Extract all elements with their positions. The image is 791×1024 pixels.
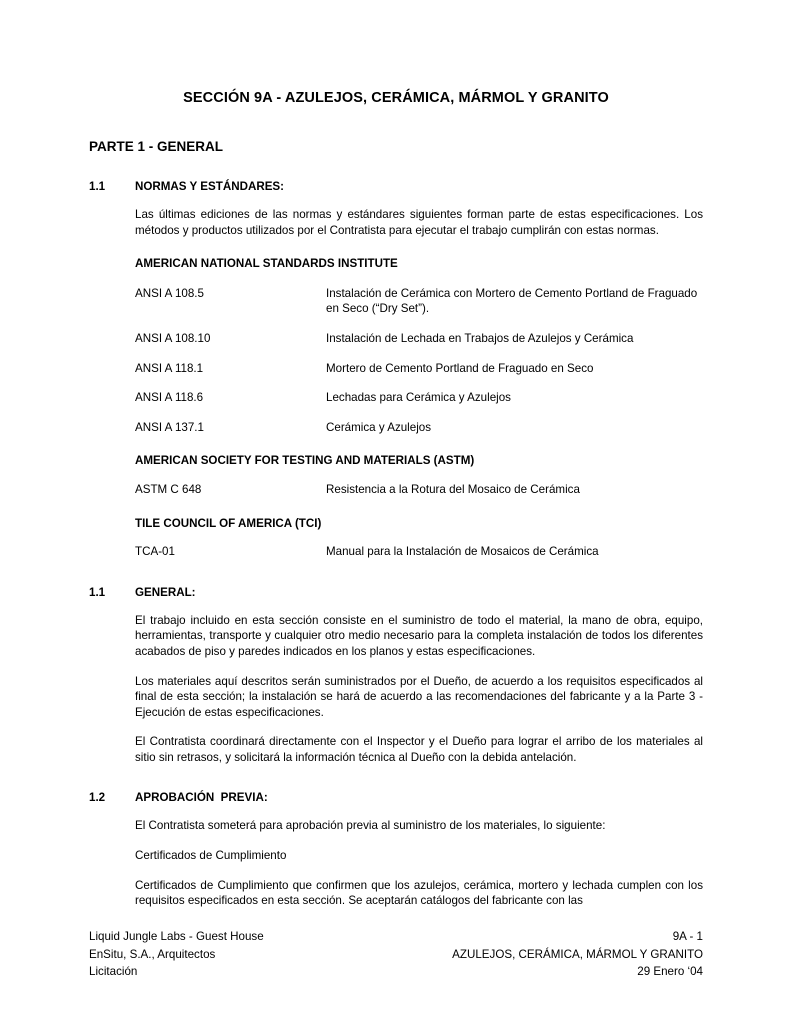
footer-right-block (452, 928, 703, 981)
standard-code: ASTM C 648 (135, 482, 202, 496)
standard-description: Cerámica y Azulejos (326, 420, 432, 434)
standard-description: Mortero de Cemento Portland de Fraguado en Seco (326, 361, 594, 375)
standard-row (135, 317, 703, 347)
section-content-aprobacion (135, 804, 703, 908)
standard-code: ANSI A 108.10 (135, 331, 211, 345)
section-title: APROBACIÓN PREVIA: (135, 791, 268, 805)
standard-code: ANSI A 108.5 (135, 286, 204, 300)
section-number: 1.2 (89, 791, 106, 805)
section-content-normas (135, 193, 703, 560)
standard-description: Resistencia a la Rotura del Mosaico de Cerámica (326, 482, 580, 496)
section-heading-normas (89, 154, 703, 193)
paragraph: El Contratista someterá para aprobación previa al suministro de los materiales, lo siguiente: (135, 819, 606, 833)
footer-project-name: Liquid Jungle Labs - Guest House (89, 930, 264, 943)
paragraph: El trabajo incluido en esta sección consiste en el suministro de todo el material, la mano de obra, equipo, herramientas, transporte y cualquier otro medio necesario para la completa instalación de todos los diferentes acabados de piso y paredes indicados en los planos y estas especificaciones. (135, 613, 703, 658)
paragraph: El Contratista coordinará directamente con el Inspector y el Dueño para lograr el arribo de los materiales al sitio sin retrasos, y solicitará la información técnica al Dueño con la debida antelación. (135, 735, 703, 764)
standard-code: ANSI A 118.1 (135, 361, 204, 375)
standard-row (135, 531, 703, 560)
footer-firm-name: EnSitu, S.A., Arquitectos (89, 947, 216, 961)
paragraph: Certificados de Cumplimiento que confirmen que los azulejos, cerámica, mortero y lechada cumplen con los requisitos especificados en esta sección. Se aceptarán catálogos del fabricante con las (135, 878, 703, 908)
section-title: NORMAS Y ESTÁNDARES: (135, 180, 285, 193)
standard-row (135, 347, 703, 377)
standard-code: ANSI A 118.6 (135, 391, 204, 405)
standard-description: Instalación de Cerámica con Mortero de Cemento Portland de Fraguado en Seco (“Dry Set”). (326, 286, 698, 316)
standards-group-heading: AMERICAN SOCIETY FOR TESTING AND MATERIALS (ASTM) (135, 454, 475, 468)
section-heading-aprobacion (89, 765, 703, 804)
part-heading: PARTE 1 - GENERAL (89, 139, 224, 154)
standard-description: Manual para la Instalación de Mosaicos de Cerámica (326, 545, 599, 559)
section-heading-general (89, 560, 703, 599)
standard-row (135, 406, 703, 436)
standard-code: TCA-01 (135, 545, 175, 559)
section-content-general (135, 599, 703, 766)
footer-left-block (89, 928, 264, 981)
standard-description: Instalación de Lechada en Trabajos de Azulejos y Cerámica (326, 331, 634, 345)
document-body (89, 0, 703, 909)
standard-row (135, 272, 703, 317)
standard-row (135, 469, 703, 498)
page-footer (89, 928, 703, 981)
paragraph: Certificados de Cumplimiento (135, 849, 287, 863)
footer-phase: Licitación (89, 965, 138, 978)
page-title: SECCIÓN 9A - AZULEJOS, CERÁMICA, MÁRMOL Y GRANITO (183, 90, 609, 106)
standard-row (135, 376, 703, 406)
footer-date: 29 Enero ‘04 (637, 965, 703, 978)
footer-section-name: AZULEJOS, CERÁMICA, MÁRMOL Y GRANITO (452, 947, 703, 961)
standards-group-heading: AMERICAN NATIONAL STANDARDS INSTITUTE (135, 257, 398, 271)
paragraph: Las últimas ediciones de las normas y estándares siguientes forman parte de estas especificaciones. Los métodos y productos utilizados por el Contratista para ejecutar el trabajo cumplirán con estas normas. (135, 208, 703, 237)
standard-description: Lechadas para Cerámica y Azulejos (326, 391, 511, 405)
section-title: GENERAL: (135, 585, 196, 599)
section-number: 1.1 (89, 180, 106, 193)
section-number: 1.1 (89, 585, 106, 599)
footer-page-number: 9A - 1 (672, 930, 703, 943)
paragraph: Los materiales aquí descritos serán suministrados por el Dueño, de acuerdo a los requisitos especificados al final de esta sección; la instalación se hará de acuerdo a las recomendaciones del fabricante y a la Parte 3 - Ejecución de estas especificaciones. (135, 674, 703, 719)
standards-group-heading: TILE COUNCIL OF AMERICA (TCI) (135, 516, 322, 530)
standard-code: ANSI A 137.1 (135, 420, 204, 434)
